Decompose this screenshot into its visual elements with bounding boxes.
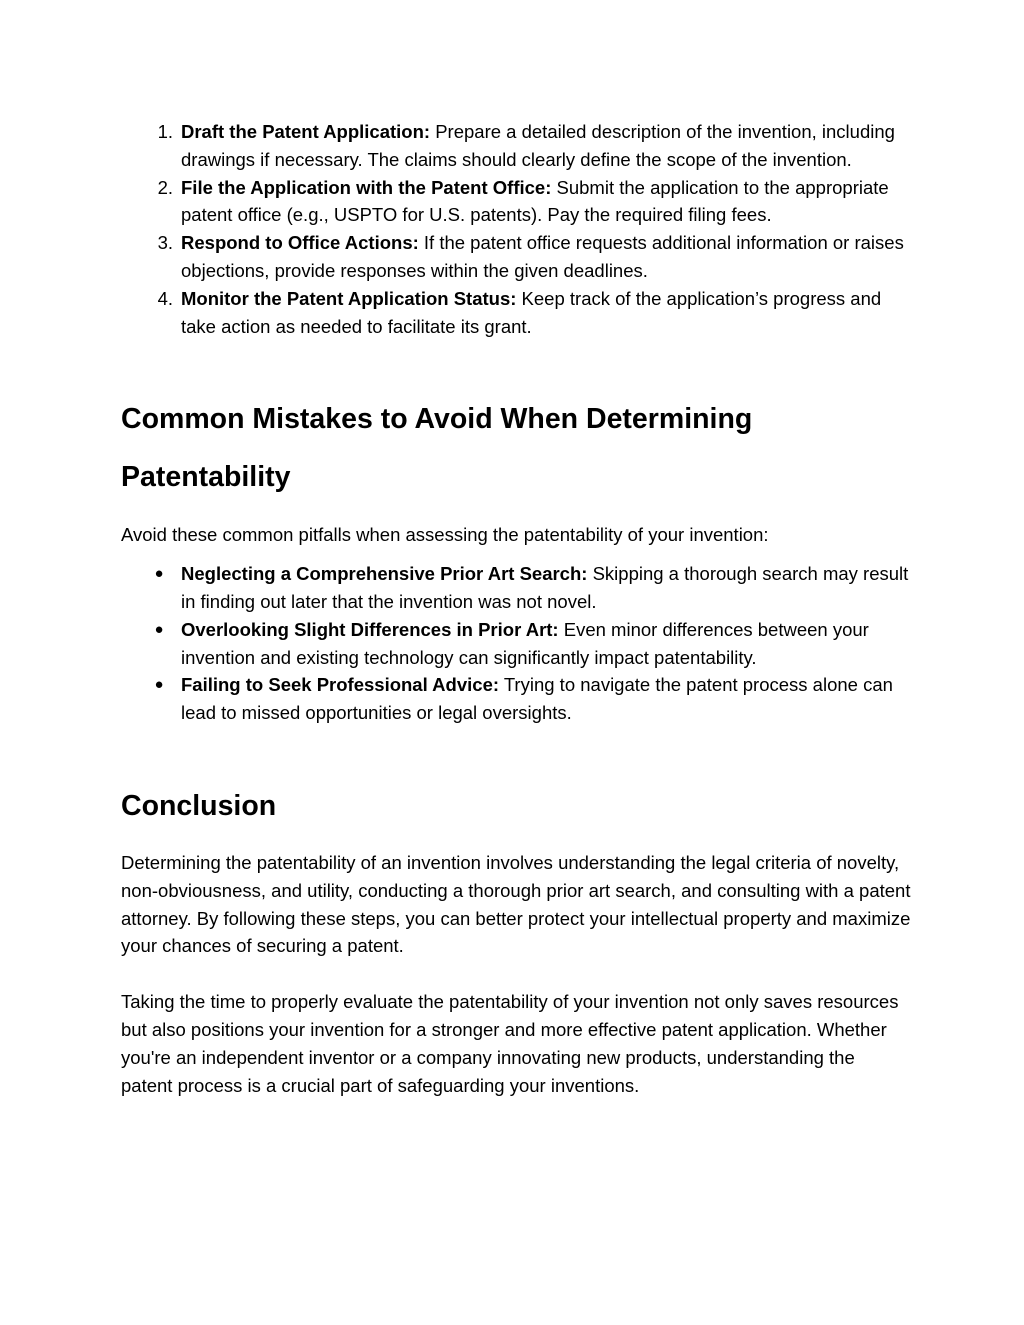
list-number: 3. (157, 232, 173, 254)
mistakes-intro: Avoid these common pitfalls when assessing the patentability of your invention: (121, 524, 769, 546)
step-text: Prepare a detailed description of the invention, including drawings if necessary. The claims should clearly define the scope of the invention. (181, 121, 895, 170)
list-number: 2. (157, 176, 173, 198)
patent-steps-list (121, 118, 911, 340)
step-title: Monitor the Patent Application Status: (181, 287, 517, 309)
mistake-text: Skipping a thorough search may result in finding out later that the invention was not novel. (181, 563, 909, 612)
mistake-title: Failing to Seek Professional Advice: (181, 674, 500, 696)
list-number: 4. (157, 287, 173, 309)
step-text: If the patent office requests additional information or raises objections, provide responses within the given deadlines. (181, 232, 904, 281)
step-title: Respond to Office Actions: (181, 232, 419, 254)
bullet-icon: ● (154, 676, 164, 694)
step-text: Keep track of the application’s progress and take action as needed to facilitate its grant. (181, 287, 882, 337)
conclusion-paragraph-1: Determining the patentability of an invention involves understanding the legal criteria of novelty, non-obviousness, and utility, conducting a thorough prior art search, and consulting with a patent attorney. By following these steps, you can better protect your intellectual property and maximize your chances of securing a patent. (121, 851, 911, 957)
list-item (121, 118, 911, 174)
conclusion-paragraph-2: Taking the time to properly evaluate the patentability of your invention not only saves resources but also positions your invention for a stronger and more effective patent application. Whether you're an independent inventor or a company innovating new products, understanding the patent process is a crucial part of safeguarding your inventions. (121, 991, 899, 1096)
mistakes-heading: Common Mistakes to Avoid When Determining Patentability (121, 403, 753, 494)
mistake-text: Trying to navigate the patent process alone can lead to missed opportunities or legal oversights. (181, 674, 893, 724)
list-item (121, 285, 911, 341)
step-text: Submit the application to the appropriate patent office (e.g., USPTO for U.S. patents). Pay the required filing fees. (181, 176, 889, 226)
mistakes-list (121, 560, 911, 727)
step-title: Draft the Patent Application: (181, 121, 431, 142)
conclusion-heading: Conclusion (121, 789, 277, 822)
mistake-title: Overlooking Slight Differences in Prior Art: (181, 618, 559, 640)
mistake-text: Even minor differences between your invention and existing technology can significantly impact patentability. (181, 618, 869, 668)
list-item (121, 616, 911, 672)
list-item (121, 560, 911, 616)
bullet-icon: ● (154, 620, 164, 638)
list-number: 1. (157, 121, 173, 142)
list-item (121, 229, 911, 285)
bullet-icon: ● (154, 565, 164, 583)
mistake-title: Neglecting a Comprehensive Prior Art Search: (181, 563, 588, 585)
step-title: File the Application with the Patent Office: (181, 176, 552, 198)
document-page (121, 118, 911, 1099)
list-item (121, 174, 911, 230)
list-item (121, 671, 911, 727)
